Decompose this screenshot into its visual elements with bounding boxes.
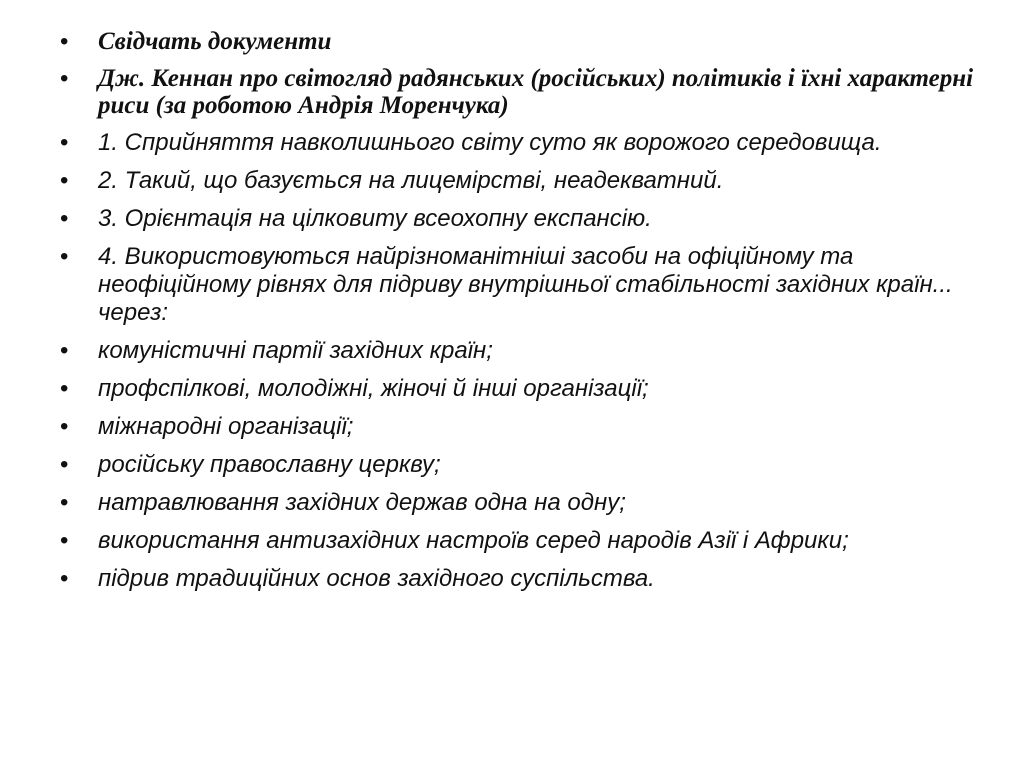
list-item [56,527,986,555]
bullet-text: підрив традиційних основ західного суспільства. [98,565,655,592]
bullet-icon: • [60,243,69,270]
bullet-icon: • [60,565,69,592]
bullet-icon: • [60,375,69,402]
bullet-icon: • [60,413,69,440]
bullet-text: 3. Орієнтація на цілковиту всеохопну експансію. [98,205,652,232]
bullet-text: використання антизахідних настроїв серед народів Азії і Африки; [98,527,849,554]
list-item [56,65,986,119]
list-item [56,337,986,365]
bullet-text: 2. Такий, що базується на лицемірстві, неадекватний. [98,167,724,194]
list-item [56,489,986,517]
bullet-icon: • [60,489,69,516]
bullet-text: комуністичні партії західних країн; [98,337,493,364]
bullet-icon: • [60,167,69,194]
bullet-icon: • [60,65,69,92]
bullet-text: міжнародні організації; [98,413,354,440]
bullet-icon: • [60,337,69,364]
list-item [56,167,986,195]
bullet-text: Свідчать документи [98,28,332,55]
bullet-text: натравлювання західних держав одна на одну; [98,489,626,516]
list-item [56,243,986,327]
list-item [56,129,986,157]
bullet-icon: • [60,205,69,232]
list-item [56,451,986,479]
list-item [56,413,986,441]
bullet-icon: • [60,451,69,478]
bullet-icon: • [60,129,69,156]
bullet-text: російську православну церкву; [98,451,441,478]
bullet-text: 4. Використовуються найрізноманітніші засоби на офіційному та неофіційному рівнях для підриву внутрішньої стабільності західних країн... через: [98,243,953,326]
bullet-list [56,28,986,603]
list-item [56,205,986,233]
bullet-text: профспілкові, молодіжні, жіночі й інші організації; [98,375,649,402]
bullet-icon: • [60,527,69,554]
bullet-text: Дж. Кеннан про світогляд радянських (російських) політиків і їхні характерні риси (за роботою Андрія Моренчука) [98,65,974,119]
list-item [56,28,986,55]
bullet-text: 1. Сприйняття навколишнього світу суто як ворожого середовища. [98,129,882,156]
list-item [56,565,986,593]
list-item [56,375,986,403]
bullet-icon: • [60,28,69,55]
